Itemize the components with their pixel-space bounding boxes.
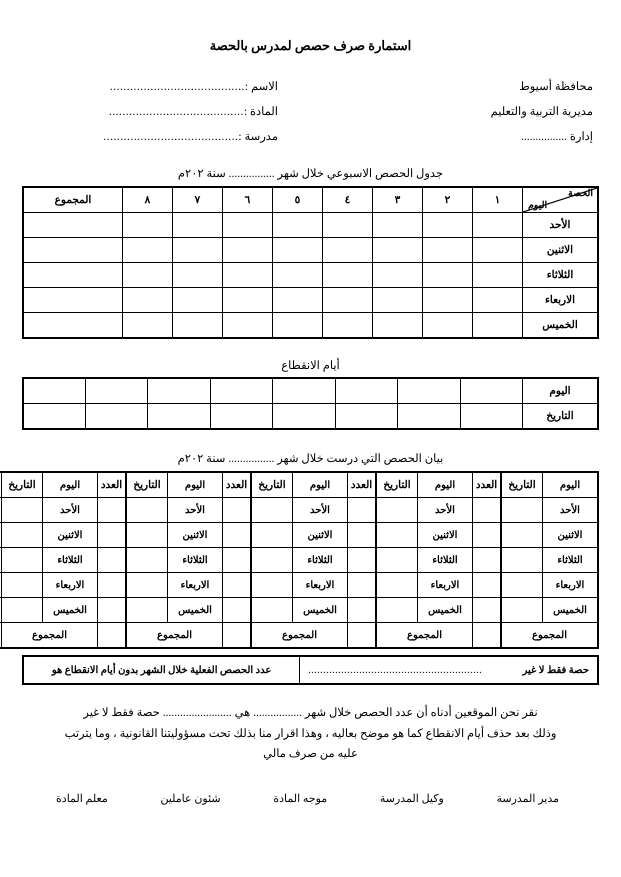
taught-count-cell[interactable] (473, 573, 502, 598)
taught-total-value-cell[interactable] (473, 623, 502, 649)
declaration-line-2: وذلك بعد حذف أيام الانقطاع كما هو موضح بعاليه ، وهذا اقرار منا بذلك تحت مسؤوليتنا القانونية ، وما يترتب (64, 727, 557, 740)
taught-count-cell[interactable] (473, 598, 502, 623)
weekly-entry-cell[interactable] (423, 237, 473, 262)
taught-day-label-g2-r3: الثلاثاء (418, 548, 473, 573)
absence-entry-cell[interactable] (148, 378, 210, 404)
taught-total-label-g5: المجموع (2, 623, 98, 649)
taught-day-label-g4-r1: الأحد (168, 498, 223, 523)
weekly-total-cell[interactable] (23, 287, 123, 312)
taught-date-cell[interactable] (501, 548, 543, 573)
weekly-entry-cell[interactable] (273, 312, 323, 338)
taught-day-label-g4-r2: الاثنين (168, 523, 223, 548)
table-row (23, 262, 598, 287)
weekly-entry-cell[interactable] (423, 262, 473, 287)
weekly-total-header: المجموع (23, 187, 123, 213)
taught-day-label-g5-r2: الاثنين (43, 523, 98, 548)
table-row (23, 404, 598, 430)
declaration-paragraph (22, 703, 599, 763)
table-row (23, 378, 598, 404)
taught-total-label-g1: المجموع (501, 623, 598, 649)
taught-total-label-g2: المجموع (376, 623, 473, 649)
taught-day-label-g2-r1: الأحد (418, 498, 473, 523)
taught-total-label-g4: المجموع (126, 623, 223, 649)
weekly-entry-cell[interactable] (173, 312, 223, 338)
school-field-dots[interactable]: ........................................ (103, 131, 239, 144)
weekly-total-cell[interactable] (23, 312, 123, 338)
taught-total-label-g3: المجموع (251, 623, 348, 649)
absence-row-label-2: التاريخ (523, 404, 599, 430)
weekly-entry-cell[interactable] (423, 312, 473, 338)
table-header-row (0, 472, 598, 498)
name-field-row (28, 76, 278, 101)
taught-count-cell[interactable] (223, 548, 252, 573)
weekly-entry-cell[interactable] (373, 262, 423, 287)
taught-day-label-g4-r5: الخميس (168, 598, 223, 623)
taught-header-date-g1: التاريخ (501, 472, 543, 498)
table-row (0, 598, 598, 623)
taught-day-label-g4-r4: الاربعاء (168, 573, 223, 598)
taught-count-cell[interactable] (473, 548, 502, 573)
taught-day-label-g2-r5: الخميس (418, 598, 473, 623)
weekly-entry-cell[interactable] (273, 237, 323, 262)
weekly-corner-cell (523, 187, 599, 213)
taught-date-cell[interactable] (126, 498, 168, 523)
taught-day-label-g5-r5: الخميس (43, 598, 98, 623)
taught-count-cell[interactable] (223, 598, 252, 623)
taught-day-label-g2-r2: الاثنين (418, 523, 473, 548)
taught-header-count-g2: العدد (348, 472, 377, 498)
absence-entry-cell[interactable] (335, 404, 397, 430)
taught-day-label-g4-r3: الثلاثاء (168, 548, 223, 573)
weekly-entry-cell[interactable] (473, 237, 523, 262)
absence-entry-cell[interactable] (273, 378, 335, 404)
taught-day-label-g1-r4: الاربعاء (543, 573, 599, 598)
taught-periods-table (0, 471, 599, 649)
table-row (0, 498, 598, 523)
weekly-entry-cell[interactable] (323, 287, 373, 312)
taught-count-cell[interactable] (223, 573, 252, 598)
summary-value-cell[interactable] (300, 656, 598, 684)
taught-total-value-cell[interactable] (223, 623, 252, 649)
weekly-schedule-table (22, 186, 599, 339)
taught-header-day-g4: اليوم (168, 472, 223, 498)
weekly-entry-cell[interactable] (373, 212, 423, 237)
weekly-entry-cell[interactable] (423, 287, 473, 312)
taught-header-date-g4: التاريخ (126, 472, 168, 498)
taught-count-cell[interactable] (98, 598, 127, 623)
taught-date-cell[interactable] (376, 548, 418, 573)
school-field-row (28, 126, 278, 151)
taught-count-cell[interactable] (348, 498, 377, 523)
taught-total-value-cell[interactable] (348, 623, 377, 649)
taught-day-label-g3-r2: الاثنين (293, 523, 348, 548)
weekly-period-header-3: ٣ (373, 187, 423, 213)
taught-day-label-g1-r3: الثلاثاء (543, 548, 599, 573)
signature-supervisor: موجه المادة (273, 792, 328, 805)
page-title: استمارة صرف حصص لمدرس بالحصة (209, 38, 412, 53)
header-info-block (22, 76, 599, 151)
taught-date-cell[interactable] (251, 548, 293, 573)
weekly-total-cell[interactable] (23, 237, 123, 262)
taught-date-cell[interactable] (376, 573, 418, 598)
taught-header-date-g5: التاريخ (2, 472, 43, 498)
taught-date-cell[interactable] (251, 523, 293, 548)
actual-periods-summary (22, 655, 599, 685)
subject-field-label: المادة : (243, 106, 278, 119)
weekly-entry-cell[interactable] (323, 212, 373, 237)
taught-header-day-g5: اليوم (43, 472, 98, 498)
taught-day-label-g3-r1: الأحد (293, 498, 348, 523)
taught-count-cell[interactable] (98, 573, 127, 598)
taught-header-date-g3: التاريخ (251, 472, 293, 498)
taught-header-count-g5 (0, 472, 2, 498)
absence-entry-cell[interactable] (460, 378, 522, 404)
absence-days-section (22, 359, 599, 431)
weekly-period-header-1: ١ (473, 187, 523, 213)
taught-day-label-g3-r5: الخميس (293, 598, 348, 623)
weekly-entry-cell[interactable] (123, 287, 173, 312)
weekly-day-label-5: الخميس (523, 312, 599, 338)
taught-count-cell[interactable] (223, 498, 252, 523)
weekly-period-header-4: ٤ (323, 187, 373, 213)
taught-count-cell[interactable] (223, 523, 252, 548)
table-row (23, 237, 598, 262)
declaration-line-3: عليه من صرف مالي (263, 747, 358, 760)
taught-count-cell[interactable] (98, 498, 127, 523)
subject-field-dots[interactable]: ........................................ (108, 106, 244, 119)
summary-table (22, 655, 599, 685)
weekly-day-label-1: الأحد (523, 212, 599, 237)
weekly-entry-cell[interactable] (273, 212, 323, 237)
absence-entry-cell[interactable] (23, 378, 85, 404)
taught-header-count-g1: العدد (473, 472, 502, 498)
taught-total-value-cell[interactable] (98, 623, 127, 649)
taught-date-cell[interactable] (126, 573, 168, 598)
name-field-dots[interactable]: ........................................ (109, 81, 245, 94)
weekly-entry-cell[interactable] (473, 262, 523, 287)
taught-date-cell[interactable] (376, 523, 418, 548)
taught-day-label-g5-r3: الثلاثاء (43, 548, 98, 573)
weekly-period-header-5: ٥ (273, 187, 323, 213)
taught-header-day-g2: اليوم (418, 472, 473, 498)
weekly-entry-cell[interactable] (473, 287, 523, 312)
absence-entry-cell[interactable] (273, 404, 335, 430)
weekly-period-header-6: ٦ (223, 187, 273, 213)
declaration-line-1: نقر نحن الموقعين أدناه أن عدد الحصص خلال شهر ................. هي ........................ حصة فقط لا غير (83, 707, 538, 720)
signature-hr: شئون عاملين (160, 792, 221, 805)
weekly-period-header-7: ٧ (173, 187, 223, 213)
taught-header-day-g3: اليوم (293, 472, 348, 498)
administration-line: إدارة ................ (521, 131, 593, 144)
taught-periods-section (8, 452, 599, 649)
weekly-period-header-8: ٨ (123, 187, 173, 213)
taught-header-count-g3: العدد (223, 472, 252, 498)
table-row (23, 656, 598, 684)
taught-date-cell[interactable] (2, 498, 43, 523)
absence-days-caption: أيام الانقطاع (281, 359, 340, 372)
name-field-label: الاسم : (244, 81, 278, 94)
taught-date-cell[interactable] (126, 523, 168, 548)
taught-periods-caption: بيان الحصص التي درست خلال شهر ................ سنة ٢٠٢م (177, 453, 444, 466)
taught-date-cell[interactable] (376, 598, 418, 623)
taught-count-cell[interactable] (98, 548, 127, 573)
weekly-entry-cell[interactable] (473, 212, 523, 237)
weekly-entry-cell[interactable] (423, 212, 473, 237)
taught-date-cell[interactable] (2, 523, 43, 548)
table-row (23, 212, 598, 237)
school-field-label: مدرسة : (238, 131, 278, 144)
taught-date-cell[interactable] (126, 548, 168, 573)
table-row (0, 548, 598, 573)
absence-entry-cell[interactable] (460, 404, 522, 430)
taught-date-cell[interactable] (251, 498, 293, 523)
summary-question-cell: عدد الحصص الفعلية خلال الشهر بدون أيام الانقطاع هو (23, 656, 300, 684)
weekly-entry-cell[interactable] (273, 262, 323, 287)
weekly-entry-cell[interactable] (123, 237, 173, 262)
weekly-entry-cell[interactable] (373, 312, 423, 338)
table-row (0, 573, 598, 598)
taught-count-cell[interactable] (0, 598, 2, 623)
taught-date-cell[interactable] (2, 548, 43, 573)
weekly-entry-cell[interactable] (323, 262, 373, 287)
taught-header-count-g4: العدد (98, 472, 127, 498)
table-total-row (0, 623, 598, 649)
taught-header-date-g2: التاريخ (376, 472, 418, 498)
weekly-entry-cell[interactable] (323, 312, 373, 338)
taught-date-cell[interactable] (501, 523, 543, 548)
taught-count-cell[interactable] (0, 548, 2, 573)
taught-date-cell[interactable] (501, 498, 543, 523)
weekly-entry-cell[interactable] (173, 262, 223, 287)
absence-days-table (22, 377, 599, 430)
weekly-schedule-section (22, 167, 599, 339)
weekly-schedule-caption: جدول الحصص الاسبوعي خلال شهر ................ سنة ٢٠٢م (177, 167, 444, 180)
taught-count-cell[interactable] (348, 548, 377, 573)
taught-count-cell[interactable] (348, 523, 377, 548)
table-row (0, 523, 598, 548)
directorate-line: مديرية التربية والتعليم (490, 106, 593, 119)
weekly-entry-cell[interactable] (223, 312, 273, 338)
taught-date-cell[interactable] (251, 573, 293, 598)
weekly-entry-cell[interactable] (123, 212, 173, 237)
absence-row-label-1: اليوم (523, 378, 599, 404)
taught-count-cell[interactable] (0, 498, 2, 523)
taught-header-day-g1: اليوم (543, 472, 599, 498)
absence-entry-cell[interactable] (335, 378, 397, 404)
taught-date-cell[interactable] (2, 598, 43, 623)
taught-date-cell[interactable] (501, 598, 543, 623)
table-row (23, 287, 598, 312)
weekly-total-cell[interactable] (23, 212, 123, 237)
weekly-day-label-4: الاربعاء (523, 287, 599, 312)
header-left-column (28, 76, 278, 151)
weekly-entry-cell[interactable] (173, 237, 223, 262)
weekly-entry-cell[interactable] (173, 212, 223, 237)
weekly-entry-cell[interactable] (373, 237, 423, 262)
taught-day-label-g5-r1: الأحد (43, 498, 98, 523)
absence-entry-cell[interactable] (23, 404, 85, 430)
taught-day-label-g1-r2: الاثنين (543, 523, 599, 548)
taught-count-cell[interactable] (348, 598, 377, 623)
taught-day-label-g3-r4: الاربعاء (293, 573, 348, 598)
absence-entry-cell[interactable] (85, 404, 147, 430)
summary-dots[interactable]: .......................................................... (308, 664, 483, 676)
taught-day-label-g2-r4: الاربعاء (418, 573, 473, 598)
weekly-entry-cell[interactable] (223, 262, 273, 287)
weekly-entry-cell[interactable] (473, 312, 523, 338)
absence-entry-cell[interactable] (210, 378, 272, 404)
weekly-entry-cell[interactable] (123, 312, 173, 338)
taught-day-label-g3-r3: الثلاثاء (293, 548, 348, 573)
taught-count-cell[interactable] (473, 498, 502, 523)
taught-count-cell[interactable] (348, 573, 377, 598)
taught-date-cell[interactable] (501, 573, 543, 598)
absence-entry-cell[interactable] (398, 404, 460, 430)
weekly-entry-cell[interactable] (273, 287, 323, 312)
absence-entry-cell[interactable] (398, 378, 460, 404)
summary-unit-label: حصة فقط لا غير (522, 664, 589, 676)
signature-vice-principal: وكيل المدرسة (379, 792, 444, 805)
weekly-corner-period-label: الحصة (568, 188, 593, 199)
table-row (23, 312, 598, 338)
taught-date-cell[interactable] (251, 598, 293, 623)
taught-count-cell[interactable] (0, 523, 2, 548)
taught-day-label-g1-r1: الأحد (543, 498, 599, 523)
subject-field-row (28, 101, 278, 126)
table-header-row (23, 187, 598, 213)
absence-entry-cell[interactable] (210, 404, 272, 430)
taught-count-cell[interactable] (98, 523, 127, 548)
absence-entry-cell[interactable] (148, 404, 210, 430)
weekly-entry-cell[interactable] (123, 262, 173, 287)
weekly-total-cell[interactable] (23, 262, 123, 287)
taught-count-cell[interactable] (473, 523, 502, 548)
governorate-line: محافظة أسيوط (519, 81, 593, 94)
taught-day-label-g5-r4: الاربعاء (43, 573, 98, 598)
weekly-day-label-3: الثلاثاء (523, 262, 599, 287)
signature-row (22, 792, 599, 805)
weekly-day-label-2: الاثنين (523, 237, 599, 262)
weekly-entry-cell[interactable] (323, 237, 373, 262)
signature-teacher: معلم المادة (56, 792, 108, 805)
taught-date-cell[interactable] (2, 573, 43, 598)
taught-date-cell[interactable] (376, 498, 418, 523)
weekly-period-header-2: ٢ (423, 187, 473, 213)
signature-principal: مدير المدرسة (496, 792, 559, 805)
taught-total-value-cell[interactable] (0, 623, 2, 649)
weekly-entry-cell[interactable] (173, 287, 223, 312)
weekly-entry-cell[interactable] (373, 287, 423, 312)
weekly-corner-day-label: اليوم (528, 200, 548, 211)
header-right-column (383, 76, 593, 151)
weekly-entry-cell[interactable] (223, 212, 273, 237)
taught-day-label-g1-r5: الخميس (543, 598, 599, 623)
weekly-entry-cell[interactable] (223, 237, 273, 262)
taught-count-cell[interactable] (0, 573, 2, 598)
taught-date-cell[interactable] (126, 598, 168, 623)
absence-entry-cell[interactable] (85, 378, 147, 404)
weekly-entry-cell[interactable] (223, 287, 273, 312)
